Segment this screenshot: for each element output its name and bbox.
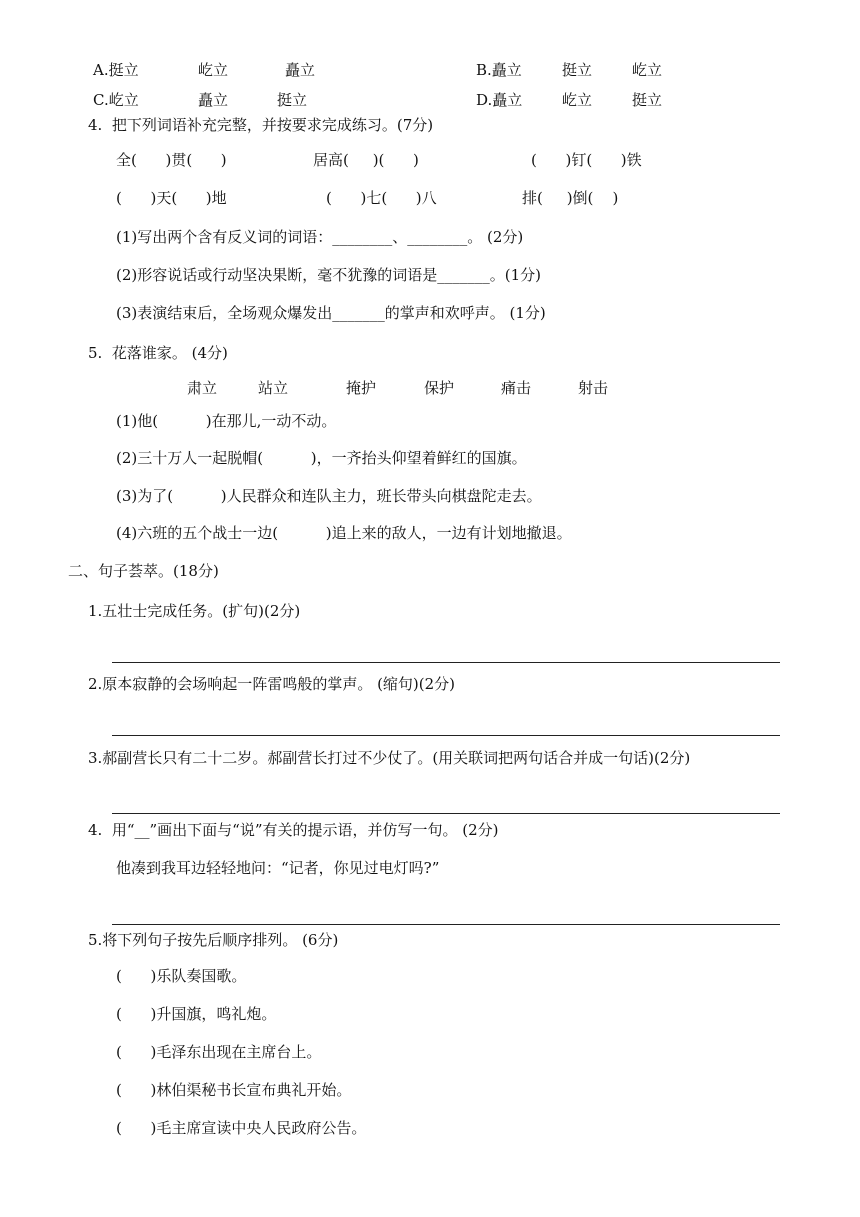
order-item: ( )升国旗，鸣礼炮。 xyxy=(116,1005,277,1023)
answer-line[interactable] xyxy=(112,735,780,736)
option-b-word-2: 挺立 xyxy=(562,61,593,79)
q5-sentence-1: (1)他( )在那儿,一动不动。 xyxy=(116,412,337,430)
option-c-label: C.屹立 xyxy=(93,91,139,109)
order-item: ( )乐队奏国歌。 xyxy=(116,967,247,985)
q5-title: 5. 花落谁家。 (4分) xyxy=(88,344,228,362)
option-b-label: B.矗立 xyxy=(476,61,522,79)
order-item: ( )毛泽东出现在主席台上。 xyxy=(116,1043,322,1061)
s2-item-5: 5.将下列句子按先后顺序排列。 (6分) xyxy=(88,931,339,949)
q5-word-bank-item: 保护 xyxy=(424,379,455,397)
option-c-word-2: 矗立 xyxy=(198,91,229,109)
q5-word-bank-item: 射击 xyxy=(578,379,609,397)
s2-item-3: 3.郝副营长只有二十二岁。郝副营长打过不少仗了。(用关联词把两句话合并成一句话)(2分) xyxy=(88,749,691,767)
q4-word-4: ( )天( )地 xyxy=(116,189,227,207)
answer-line[interactable] xyxy=(112,662,780,663)
option-a-word-3: 矗立 xyxy=(285,61,316,79)
q5-sentence-2: (2)三十万人一起脱帽( )，一齐抬头仰望着鲜红的国旗。 xyxy=(116,449,527,467)
s2-item-4: 4. 用“__”画出下面与“说”有关的提示语，并仿写一句。 (2分) xyxy=(88,821,499,839)
q4-word-3: ( )钉( )铁 xyxy=(531,151,642,169)
option-a-label: A.挺立 xyxy=(93,61,139,79)
q4-part-3: (3)表演结束后，全场观众爆发出_______的掌声和欢呼声。 (1分) xyxy=(116,304,546,322)
s2-item-1: 1.五壮士完成任务。(扩句)(2分) xyxy=(88,602,301,620)
q4-part-1: (1)写出两个含有反义词的词语：________、________。 (2分) xyxy=(116,228,524,246)
q4-title: 4. 把下列词语补充完整，并按要求完成练习。(7分) xyxy=(88,116,434,134)
q4-word-5: ( )七( )八 xyxy=(326,189,437,207)
q4-part-2: (2)形容说话或行动坚决果断，毫不犹豫的词语是_______。(1分) xyxy=(116,266,541,284)
q4-word-1: 全( )贯( ) xyxy=(116,151,227,169)
option-c-word-3: 挺立 xyxy=(277,91,308,109)
q5-sentence-3: (3)为了( )人民群众和连队主力，班长带头向棋盘陀走去。 xyxy=(116,487,542,505)
answer-line[interactable] xyxy=(112,924,780,925)
option-b-word-3: 屹立 xyxy=(632,61,663,79)
answer-line[interactable] xyxy=(112,813,780,814)
s2-item-4-sentence: 他凑到我耳边轻轻地问：“记者，你见过电灯吗?” xyxy=(116,859,440,877)
q4-word-6: 排( )倒( ) xyxy=(522,189,619,207)
order-item: ( )毛主席宣读中央人民政府公告。 xyxy=(116,1119,367,1137)
q5-word-bank-item: 痛击 xyxy=(501,379,532,397)
option-a-word-2: 屹立 xyxy=(198,61,229,79)
option-d-label: D.矗立 xyxy=(476,91,523,109)
q5-word-bank-item: 肃立 xyxy=(187,379,218,397)
section-2-title: 二、句子荟萃。(18分) xyxy=(68,562,219,580)
option-d-word-3: 挺立 xyxy=(632,91,663,109)
s2-item-2: 2.原本寂静的会场响起一阵雷鸣般的掌声。 (缩句)(2分) xyxy=(88,675,456,693)
q5-word-bank-item: 掩护 xyxy=(346,379,377,397)
q4-word-2: 居高( )( ) xyxy=(313,151,419,169)
order-item: ( )林伯渠秘书长宣布典礼开始。 xyxy=(116,1081,352,1099)
q5-sentence-4: (4)六班的五个战士一边( )追上来的敌人，一边有计划地撤退。 xyxy=(116,524,572,542)
option-d-word-2: 屹立 xyxy=(562,91,593,109)
q5-word-bank-item: 站立 xyxy=(258,379,289,397)
